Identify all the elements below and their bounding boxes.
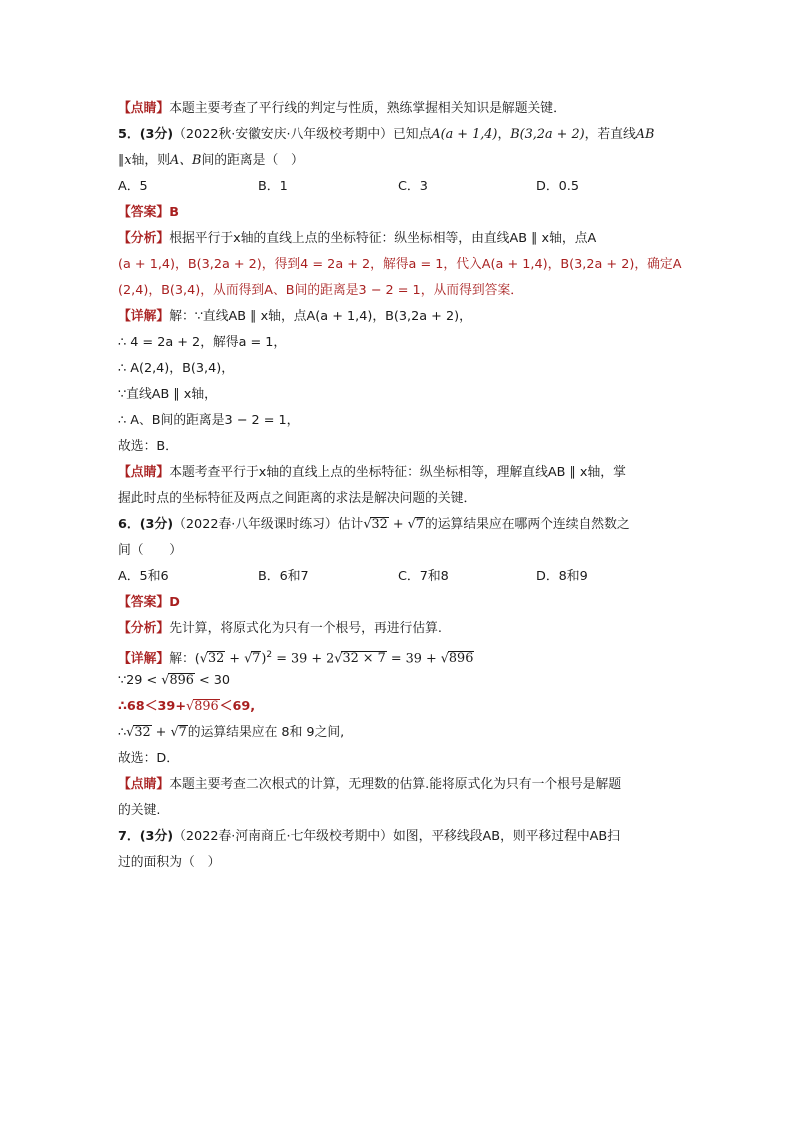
plus-sign: + bbox=[151, 725, 171, 740]
sqrt-icon: √ bbox=[334, 651, 343, 667]
detail-text: ∴ A、B间的距离是3 − 2 = 1， bbox=[118, 413, 300, 428]
q5-number: 5．(3分) bbox=[118, 127, 174, 142]
sqrt-icon: √ bbox=[161, 673, 170, 688]
q5-stem-line1 bbox=[118, 122, 678, 148]
option-d: D．8和9 bbox=[536, 569, 588, 584]
choose-text: 故选：D． bbox=[118, 751, 180, 766]
q5-stem-text: 轴，则 bbox=[131, 153, 171, 168]
radicand-32: 32 bbox=[207, 651, 225, 667]
q6-options bbox=[118, 564, 678, 590]
q5-source: （2022秋·安徽安庆·八年级校考期中） bbox=[173, 127, 393, 142]
q6-detail-line3 bbox=[118, 694, 678, 720]
q5-detail-line4 bbox=[118, 382, 678, 408]
radicand-896: 896 bbox=[194, 699, 219, 714]
option-b: B．1 bbox=[258, 179, 288, 194]
analysis-text: (2,4)，B(3,4)，从而得到A、B间的距离是3 − 2 = 1，从而得到答案． bbox=[118, 283, 524, 298]
detail-tag: 【详解】 bbox=[118, 309, 170, 324]
radicand-32: 32 bbox=[134, 725, 151, 740]
q7-source: （2022春·河南商丘·七年级校考期中） bbox=[173, 829, 393, 844]
option-c: C．7和8 bbox=[398, 569, 449, 584]
sqrt-icon: √ bbox=[126, 725, 135, 740]
q5-stem-text: ，若直线 bbox=[584, 127, 636, 142]
detail-tag: 【详解】 bbox=[118, 651, 170, 667]
q6-detail-line2 bbox=[118, 668, 678, 694]
sqrt-icon: √ bbox=[170, 725, 179, 740]
q6-stem-text: 估计 bbox=[337, 517, 364, 532]
points-ab: A、B bbox=[170, 153, 202, 168]
paren-close: ) bbox=[261, 651, 267, 667]
detail-text: ∴ 4 = 2a + 2，解得a = 1， bbox=[118, 335, 287, 350]
sqrt-icon: √ bbox=[186, 699, 195, 714]
q6-stem-line1 bbox=[118, 512, 678, 538]
detail-text: ∴ bbox=[118, 725, 127, 740]
point-b: B(3,2a + 2) bbox=[510, 127, 585, 142]
parallel-symbol: ∥ bbox=[118, 153, 125, 168]
comment-tag: 【点睛】 bbox=[118, 777, 170, 792]
option-a: A．5和6 bbox=[118, 569, 169, 584]
q6-detail-line1 bbox=[118, 642, 678, 668]
x-axis: x bbox=[124, 153, 132, 168]
sqrt-icon: √ bbox=[407, 517, 416, 532]
comment-text: 的关键. bbox=[118, 803, 161, 818]
analysis-text: 先计算，将原式化为只有一个根号，再进行估算. bbox=[169, 621, 442, 636]
q5-detail-line5 bbox=[118, 408, 678, 434]
comment-text: 本题主要考查二次根式的计算，无理数的估算.能将原式化为只有一个根号是解题 bbox=[169, 777, 622, 792]
comment-text: 握此时点的坐标特征及两点之间距离的求法是解决问题的关键． bbox=[118, 491, 477, 506]
sqrt-icon: √ bbox=[440, 651, 449, 667]
comment-text: 本题主要考查了平行线的判定与性质，熟练掌握相关知识是解题关键． bbox=[169, 101, 566, 116]
analysis-text: (a + 1,4)，B(3,2a + 2)，得到4 = 2a + 2，解得a = 1，代入A(a + 1,4)，B(3,2a + 2)，确定A bbox=[118, 257, 682, 272]
q5-options bbox=[118, 174, 678, 200]
radicand-7: 7 bbox=[415, 517, 424, 532]
q7-stem-text: 如图，平移线段AB，则平移过程中AB扫 bbox=[392, 829, 620, 844]
point-a: A(a + 1,4) bbox=[431, 127, 498, 142]
q5-detail-line3 bbox=[118, 356, 678, 382]
sqrt-icon: √ bbox=[363, 517, 372, 532]
analysis-tag: 【分析】 bbox=[118, 231, 170, 246]
q5-choose bbox=[118, 434, 678, 460]
answer-value: B bbox=[169, 205, 179, 220]
detail-text: 解：∵直线AB ∥ x轴，点A(a + 1,4)，B(3,2a + 2)， bbox=[169, 309, 472, 324]
comment-tag: 【点睛】 bbox=[118, 101, 170, 116]
radicand-7: 7 bbox=[252, 651, 261, 667]
separator: ， bbox=[497, 127, 511, 142]
analysis-tag: 【分析】 bbox=[118, 621, 170, 636]
q7-number: 7．(3分) bbox=[118, 829, 174, 844]
comment-text: 本题考查平行于x轴的直线上点的坐标特征：纵坐标相等，理解直线AB ∥ x轴，掌 bbox=[169, 465, 626, 480]
q6-stem-text: 间（ ） bbox=[118, 543, 182, 558]
q4-comment bbox=[118, 96, 678, 122]
plus-sign: + bbox=[388, 517, 408, 532]
q6-analysis bbox=[118, 616, 678, 642]
analysis-text: 根据平行于x轴的直线上点的坐标特征：纵坐标相等，由直线AB ∥ x轴，点A bbox=[169, 231, 597, 246]
q5-stem-line2 bbox=[118, 148, 678, 174]
q5-analysis-line1 bbox=[118, 226, 678, 252]
detail-text: ∵直线AB ∥ x轴， bbox=[118, 387, 217, 402]
radicand-896: 896 bbox=[448, 651, 474, 667]
radicand-32: 32 bbox=[371, 517, 388, 532]
q6-number: 6．(3分) bbox=[118, 517, 174, 532]
q5-comment-line1 bbox=[118, 460, 678, 486]
exponent: 2 bbox=[266, 650, 273, 660]
detail-text: ∵29 < bbox=[118, 673, 162, 688]
radicand-7: 7 bbox=[178, 725, 187, 740]
comment-tag: 【点睛】 bbox=[118, 465, 170, 480]
document-body bbox=[118, 96, 682, 876]
q5-analysis-line3 bbox=[118, 278, 678, 304]
q6-stem-line2 bbox=[118, 538, 678, 564]
detail-text: 的运算结果应在 8和 9之间, bbox=[187, 725, 345, 740]
plus-sign: + bbox=[225, 651, 245, 667]
detail-text: < 30 bbox=[194, 673, 231, 688]
q7-stem-text: 过的面积为（ ） bbox=[118, 855, 221, 870]
q6-detail-line4 bbox=[118, 720, 678, 746]
q5-detail-line2 bbox=[118, 330, 678, 356]
line-ab: AB bbox=[635, 127, 655, 142]
radicand-32x7: 32 × 7 bbox=[342, 651, 386, 667]
q6-answer bbox=[118, 590, 678, 616]
option-d: D．0.5 bbox=[536, 179, 580, 194]
detail-text: ∴68＜39+ bbox=[118, 699, 187, 714]
answer-tag: 【答案】 bbox=[118, 205, 170, 220]
detail-text: = 39 + bbox=[386, 651, 441, 667]
q6-source: （2022春·八年级课时练习） bbox=[173, 517, 338, 532]
detail-text: 解：( bbox=[169, 651, 200, 667]
q5-comment-line2 bbox=[118, 486, 678, 512]
detail-text: ＜69, bbox=[219, 699, 256, 714]
sqrt-icon: √ bbox=[199, 651, 208, 667]
q6-choose bbox=[118, 746, 678, 772]
option-a: A．5 bbox=[118, 179, 148, 194]
q5-answer bbox=[118, 200, 678, 226]
q6-stem-text: 的运算结果应在哪两个连续自然数之 bbox=[424, 517, 630, 532]
option-c: C．3 bbox=[398, 179, 428, 194]
q7-stem-line2 bbox=[118, 850, 678, 876]
detail-text: ∴ A(2,4)，B(3,4)， bbox=[118, 361, 235, 376]
answer-value: D bbox=[169, 595, 180, 610]
answer-tag: 【答案】 bbox=[118, 595, 170, 610]
detail-text: = 39 + 2 bbox=[272, 651, 335, 667]
q5-detail-line1 bbox=[118, 304, 678, 330]
q6-comment-line1 bbox=[118, 772, 678, 798]
q5-stem-text: 间的距离是（ ） bbox=[201, 153, 304, 168]
choose-text: 故选：B． bbox=[118, 439, 178, 454]
q5-analysis-line2 bbox=[118, 252, 682, 278]
sqrt-icon: √ bbox=[244, 651, 253, 667]
option-b: B．6和7 bbox=[258, 569, 309, 584]
q6-comment-line2 bbox=[118, 798, 678, 824]
q7-stem-line1 bbox=[118, 824, 678, 850]
q5-stem-text: 已知点 bbox=[392, 127, 432, 142]
radicand-896: 896 bbox=[169, 673, 194, 688]
